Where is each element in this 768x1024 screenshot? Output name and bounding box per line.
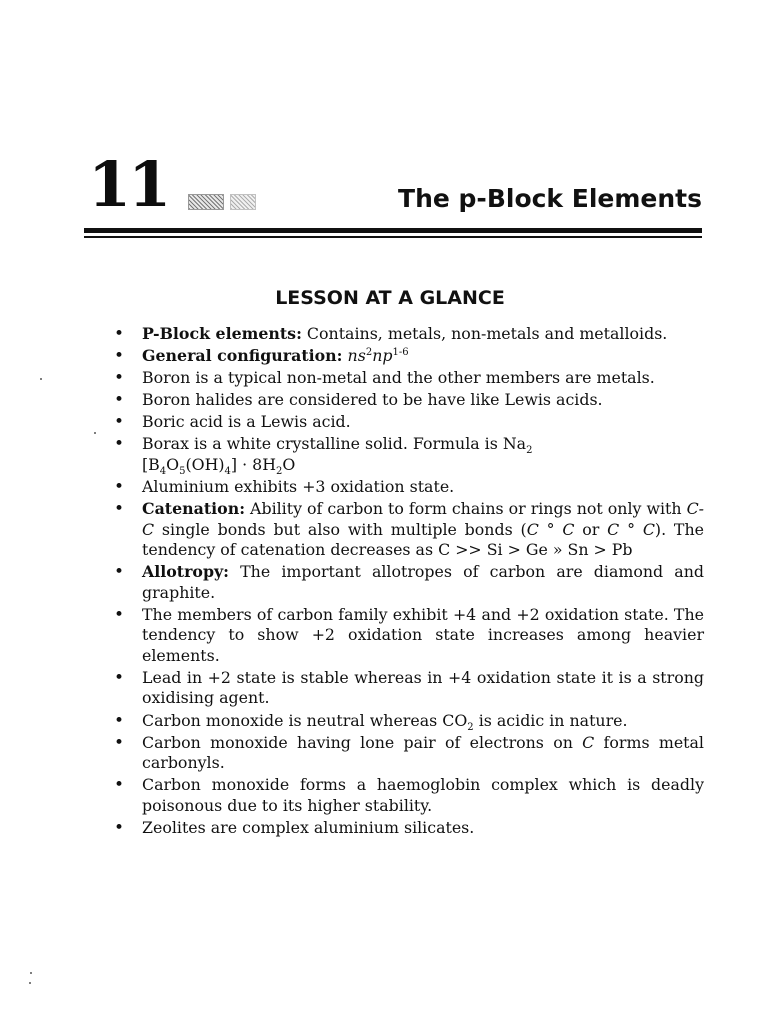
lesson-bullet-list	[112, 324, 704, 840]
list-item: • Aluminium exhibits +3 oxidation state.	[112, 477, 704, 498]
list-item: • Boron is a typical non-metal and the other members are metals.	[112, 368, 704, 389]
list-item: • Allotropy: The important allotropes of carbon are diamond and graphite.	[112, 562, 704, 603]
chapter-number: 11	[88, 148, 169, 221]
list-item: • Boron halides are considered to be have like Lewis acids.	[112, 390, 704, 411]
list-item: • Carbon monoxide having lone pair of electrons on C forms metal carbonyls.	[112, 733, 704, 774]
list-item: • Boric acid is a Lewis acid.	[112, 412, 704, 433]
chapter-ornament-icon	[188, 194, 260, 210]
scan-speck	[40, 378, 42, 380]
list-item: • Carbon monoxide forms a haemoglobin complex which is deadly poisonous due to its higher stability.	[112, 775, 704, 816]
chapter-title: The p-Block Elements	[398, 184, 702, 213]
list-item: • Catenation: Ability of carbon to form chains or rings not only with C-C single bonds but also with multiple bonds (C ° C or C ° C). The tendency of catenation decreases as C >> Si > Ge » Sn > Pb	[112, 499, 704, 561]
list-item: • General configuration: $ns^2np^{1-6}$	[112, 346, 704, 367]
header-rule-thin	[84, 236, 702, 238]
chapter-header	[84, 148, 704, 221]
list-item: • Lead in +2 state is stable whereas in +4 oxidation state it is a strong oxidising agent.	[112, 668, 704, 709]
section-heading: LESSON AT A GLANCE	[275, 287, 505, 309]
list-item: • P-Block elements: Contains, metals, non-metals and metalloids.	[112, 324, 704, 345]
list-item: • Carbon monoxide is neutral whereas $CO_2$ is acidic in nature.	[112, 711, 704, 732]
list-item: • The members of carbon family exhibit +4 and +2 oxidation state. The tendency to show +2 oxidation state increases among heavier elements.	[112, 605, 704, 667]
scan-speck	[29, 982, 31, 984]
list-item: • Zeolites are complex aluminium silicates.	[112, 818, 704, 839]
header-rule-thick	[84, 228, 702, 233]
list-item: • Borax is a white crystalline solid. Formula is $Na_2$ $[B_4O_5(OH)_4] \cdot 8H_2O$	[112, 434, 704, 475]
scan-speck	[30, 972, 32, 974]
scan-speck	[94, 432, 96, 434]
